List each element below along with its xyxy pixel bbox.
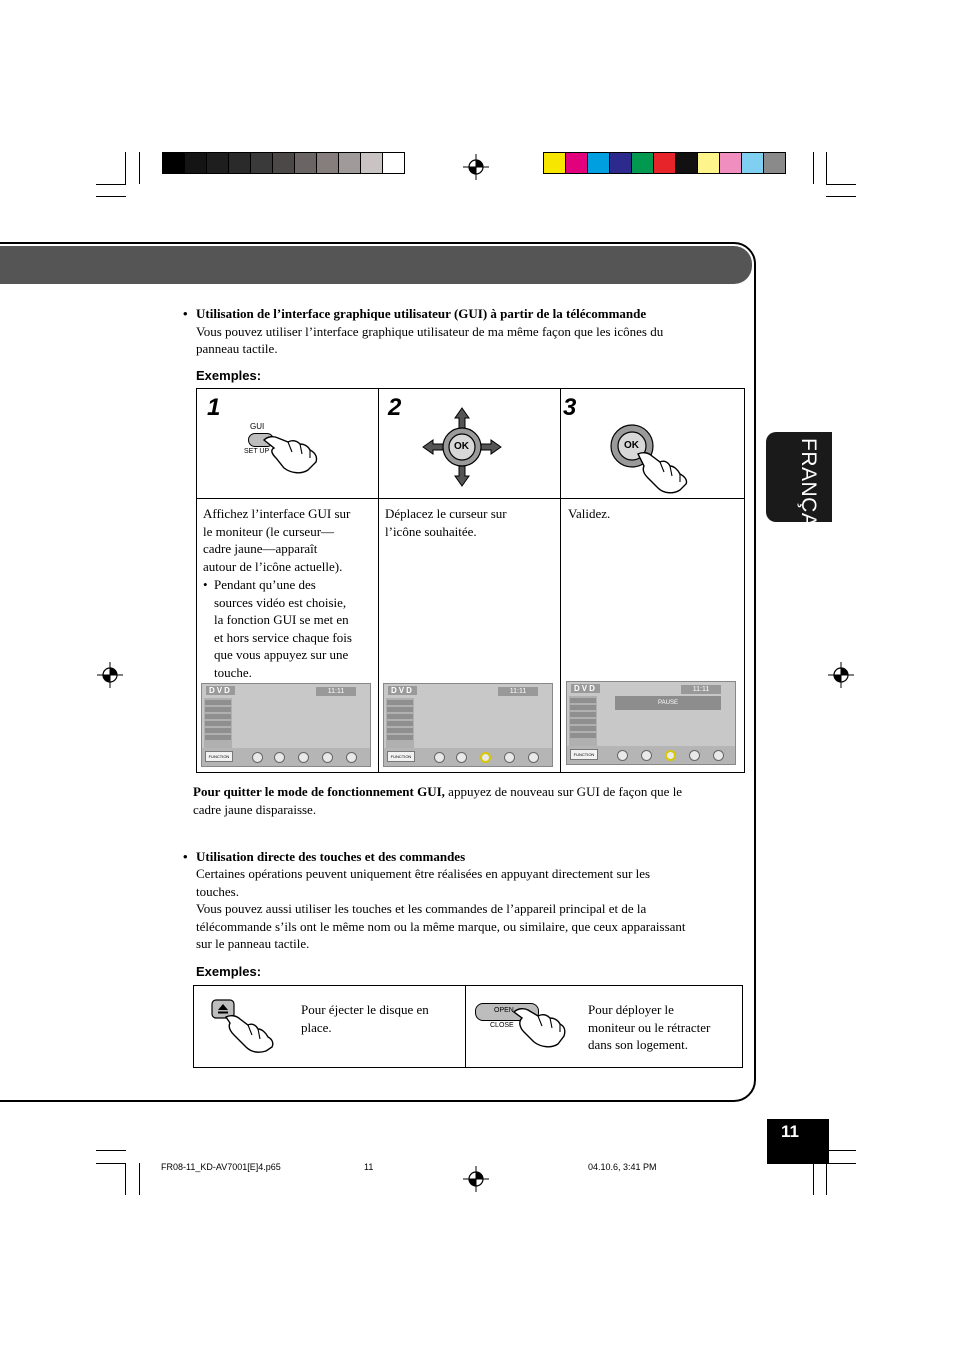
next-icon [528, 752, 539, 763]
step1-subtext-line: et hors service chaque fois [214, 629, 352, 645]
dvd-source-label: DVD [206, 686, 235, 695]
play-icon [456, 752, 467, 763]
stop-icon [252, 752, 263, 763]
ok-label: OK [624, 440, 639, 451]
hand-pointer-icon [262, 428, 320, 474]
footer-page: 11 [364, 1162, 374, 1172]
calibration-swatch [719, 152, 742, 174]
play-icon [274, 752, 285, 763]
setup-label: SET UP [244, 448, 270, 455]
pause-banner: PAUSE [615, 696, 721, 710]
screen-clock: 11:11 [681, 685, 721, 694]
function-button: FUNCTION [205, 751, 233, 762]
calibration-swatch [565, 152, 588, 174]
pause-icon [480, 752, 491, 763]
header-bar [0, 246, 752, 284]
language-tab-label: FRANÇAIS [797, 438, 820, 549]
step1-subtext-line: la fonction GUI se met en [214, 612, 349, 627]
section2-body [196, 865, 686, 953]
step2-text-line: l’icône souhaitée. [385, 523, 477, 539]
eject-button-icon [210, 997, 276, 1053]
stop-icon [617, 750, 628, 761]
section1-line: Vous pouvez utiliser l’interface graphique utilisateur de ma même façon que les icônes du [196, 324, 664, 339]
calibration-swatch [228, 152, 251, 174]
dvd-screen-step2 [383, 683, 553, 767]
section1-line: panneau tactile. [196, 341, 278, 356]
calibration-swatch [382, 152, 405, 174]
section1-bullet: • [183, 306, 188, 321]
calibration-swatch [250, 152, 273, 174]
eject-text-line: Pour éjecter le disque en [301, 1002, 429, 1017]
hand-pointer-icon [510, 1000, 568, 1052]
calibration-swatch [587, 152, 610, 174]
step1-subtext-line: sources vidéo est choisie, [214, 594, 347, 610]
calibration-swatch [316, 152, 339, 174]
page-number: 11 [781, 1122, 799, 1141]
dvd-screen-step3 [566, 681, 736, 765]
footer-filename: FR08-11_KD-AV7001[E]4.p65 [161, 1162, 281, 1172]
step1-text-line: cadre jaune—apparaît [203, 541, 318, 556]
step1-subtext-line: Pendant qu’une des [214, 577, 316, 592]
calibration-swatch [763, 152, 786, 174]
step1-subtext [214, 576, 352, 681]
step1-subtext-line: que vous appuyez sur une [214, 647, 349, 662]
calibration-swatch [675, 152, 698, 174]
calibration-swatch [543, 152, 566, 174]
step2-text-line: Déplacez le curseur sur [385, 506, 507, 521]
calibration-swatch [609, 152, 632, 174]
previous-icon [322, 752, 333, 763]
step1-text-line: autour de l’icône actuelle). [203, 558, 343, 574]
calibration-swatch [741, 152, 764, 174]
screen-side-panel [204, 698, 232, 750]
pause-icon [665, 750, 676, 761]
step1-sub-bullet: • [203, 577, 208, 592]
open-label: OPEN [494, 1007, 514, 1014]
examples-label: Exemples: [196, 964, 262, 979]
quit-note-rest: appuyez de nouveau sur GUI de façon que le [444, 784, 683, 799]
screen-side-panel [569, 696, 597, 748]
calibration-swatch [184, 152, 207, 174]
quit-note-line: cadre jaune disparaisse. [193, 802, 317, 817]
registration-target-icon [828, 662, 854, 688]
calibration-swatch [206, 152, 229, 174]
play-icon [641, 750, 652, 761]
step-number: 3 [563, 394, 577, 421]
function-button: FUNCTION [570, 749, 598, 760]
screen-side-panel [386, 698, 414, 750]
open-close-text-line: Pour déployer le [588, 1002, 674, 1017]
step2-text [385, 505, 507, 540]
section1-title: Utilisation de l’interface graphique utilisateur (GUI) à partir de la télécommande [196, 306, 647, 321]
registration-target-icon [463, 1166, 489, 1192]
quit-note [193, 783, 682, 801]
open-close-example-text [588, 1001, 710, 1054]
dvd-screen-step1 [201, 683, 371, 767]
open-close-text-line: moniteur ou le rétracter [588, 1019, 711, 1035]
eject-example-text [301, 1001, 429, 1036]
dvd-source-label: DVD [388, 686, 417, 695]
step1-text-line: le moniteur (le curseur— [203, 523, 335, 539]
calibration-swatch [653, 152, 676, 174]
calibration-swatch [272, 152, 295, 174]
section2-line: Certaines opérations peuvent uniquement être réalisées en appuyant directement sur les [196, 866, 651, 881]
section2-line: télécommande s’ils ont le même nom ou la même marque, ou similaire, que ceux apparaissant [196, 918, 686, 934]
open-close-text-line: dans son logement. [588, 1037, 689, 1052]
pause-icon [298, 752, 309, 763]
quit-note-bold: Pour quitter le mode de fonctionnement GUI, [193, 784, 445, 799]
close-label: CLOSE [490, 1022, 514, 1029]
step-number: 2 [388, 394, 402, 421]
step-number: 1 [207, 394, 221, 421]
calibration-swatch [631, 152, 654, 174]
next-icon [346, 752, 357, 763]
section2-bullet: • [183, 849, 188, 864]
stop-icon [434, 752, 445, 763]
step3-text [568, 505, 610, 523]
previous-icon [689, 750, 700, 761]
step3-text-line: Validez. [568, 506, 611, 521]
calibration-swatch [697, 152, 720, 174]
step1-text-line: Affichez l’interface GUI sur [203, 506, 351, 521]
dvd-source-label: DVD [571, 684, 600, 693]
function-button: FUNCTION [387, 751, 415, 762]
next-icon [713, 750, 724, 761]
screen-clock: 11:11 [316, 687, 356, 696]
ok-press-icon [608, 422, 692, 494]
eject-text-line: place. [301, 1019, 332, 1035]
section2-line: Vous pouvez aussi utiliser les touches et les commandes de l’appareil principal et de la [196, 901, 647, 916]
registration-target-icon [463, 154, 489, 180]
page-number-box [767, 1119, 829, 1164]
section2-title: Utilisation directe des touches et des commandes [196, 849, 466, 864]
calibration-swatch [338, 152, 361, 174]
examples-label: Exemples: [196, 368, 262, 383]
step1-subtext-line: touche. [214, 664, 252, 680]
footer-date: 04.10.6, 3:41 PM [588, 1162, 657, 1172]
ok-label: OK [454, 441, 469, 452]
screen-clock: 11:11 [498, 687, 538, 696]
language-tab [766, 432, 832, 549]
calibration-swatch [162, 152, 185, 174]
section2-line: sur le panneau tactile. [196, 936, 310, 951]
previous-icon [504, 752, 515, 763]
calibration-swatch [360, 152, 383, 174]
calibration-swatch [294, 152, 317, 174]
section2-line: touches. [196, 883, 239, 899]
step1-text [203, 505, 350, 575]
gui-label: GUI [250, 422, 265, 431]
